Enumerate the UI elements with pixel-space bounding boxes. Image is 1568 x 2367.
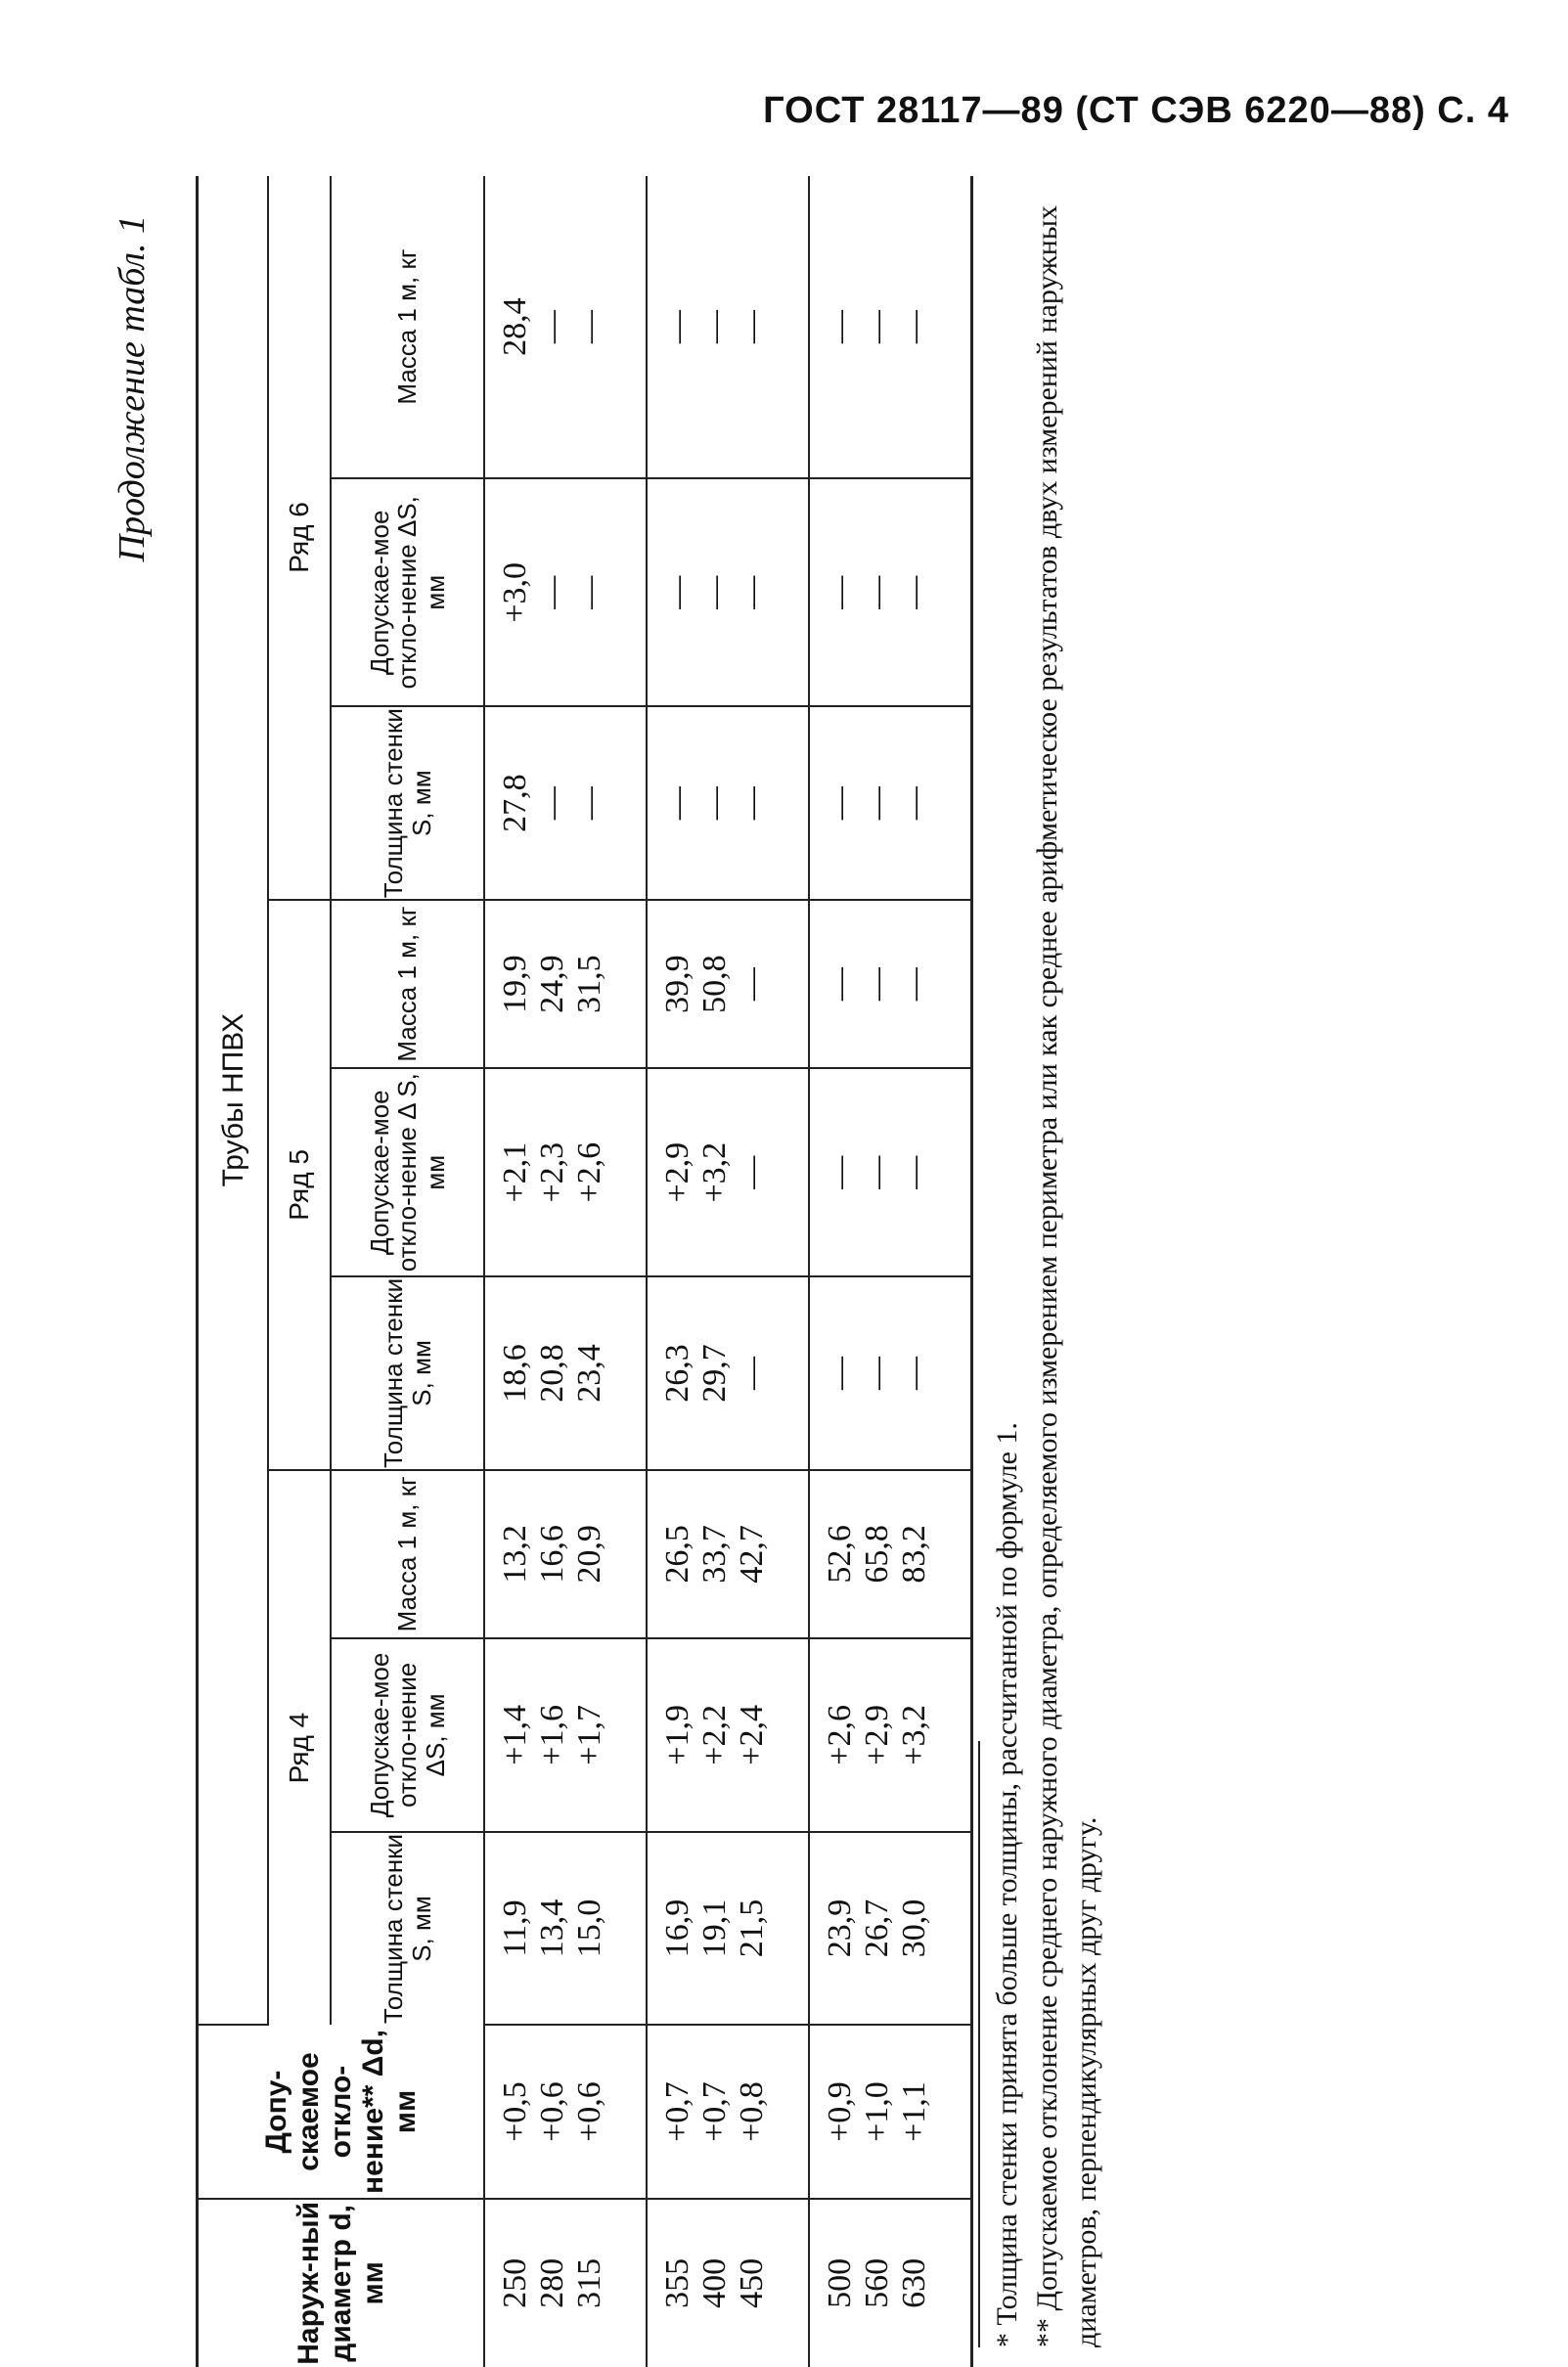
cell-value: +2,3 — [534, 1141, 570, 1203]
cell-value: 450 — [734, 2257, 770, 2308]
cell-value: — — [822, 1356, 858, 1390]
table-cell-r5-s — [484, 1276, 647, 1470]
cell-value: 16,9 — [659, 1898, 695, 1958]
cell-value: +0,9 — [822, 2081, 858, 2142]
table-cell-r5-m — [647, 900, 809, 1068]
table-row — [809, 176, 972, 2367]
cell-value: 355 — [659, 2257, 695, 2308]
header-r5-wall: Толщина стенки S, мм — [331, 1276, 484, 1470]
rotated-table-block — [93, 176, 1472, 2367]
footnote-2: ** Допускаемое отклонение среднего наружного диаметра, определяемого измерением периметра или как среднее арифметическое результатов двух измерений наружных диаметров, перпендикулярных друг другу. — [1030, 205, 1102, 2347]
table-cell-r4-ds — [484, 1638, 647, 1832]
cell-value: — — [571, 786, 607, 821]
header-outer-diameter: Наруж-ный диаметр d, мм — [198, 2199, 485, 2367]
cell-value: — — [734, 1356, 770, 1390]
table-row — [647, 176, 809, 2367]
cell-value: — — [571, 310, 607, 344]
cell-value: +2,6 — [571, 1141, 607, 1203]
header-r5-tolerance: Допускае-мое откло-нение Δ S, мм — [331, 1068, 484, 1276]
cell-value: 18,6 — [497, 1344, 533, 1403]
cell-value: — — [534, 310, 570, 344]
cell-value: — — [859, 310, 895, 344]
header-row-5: Ряд 5 — [268, 900, 331, 1470]
header-row-6: Ряд 6 — [268, 176, 331, 900]
table-cell-r4-m — [647, 1470, 809, 1638]
cell-value: — — [659, 575, 695, 609]
cell-value: +1,9 — [659, 1705, 695, 1765]
table-cell-r4-s — [809, 1832, 972, 2026]
cell-value: — — [859, 967, 895, 1002]
cell-value: — — [734, 967, 770, 1002]
cell-value: 16,6 — [534, 1525, 570, 1584]
table-cell-r5-s — [647, 1276, 809, 1470]
cell-value: +3,2 — [696, 1141, 733, 1203]
cell-value: 42,7 — [734, 1525, 770, 1584]
header-diameter-tolerance: Допу-скаемое откло-нение** Δd, мм — [198, 2025, 485, 2198]
cell-value: — — [896, 967, 932, 1002]
cell-value: — — [734, 786, 770, 821]
cell-value: 315 — [571, 2257, 607, 2308]
table-cell-r4-s — [484, 1832, 647, 2026]
cell-value: — — [734, 1155, 770, 1189]
cell-value: 500 — [822, 2257, 858, 2308]
header-r4-wall: Толщина стенки S, мм — [331, 1832, 484, 2026]
cell-value: 83,2 — [896, 1525, 932, 1584]
header-r6-wall: Толщина стенки S, мм — [331, 706, 484, 900]
cell-value: — — [896, 575, 932, 609]
cell-value: — — [696, 310, 733, 344]
table-cell-dd — [647, 2025, 809, 2198]
header-group-title: Трубы НПВХ — [198, 176, 269, 2025]
header-r6-mass: Масса 1 м, кг — [331, 176, 484, 478]
cell-value: 26,5 — [659, 1525, 695, 1584]
cell-value: +1,4 — [497, 1705, 533, 1765]
table-cell-r6-s — [484, 706, 647, 900]
cell-value: — — [896, 786, 932, 821]
table-cell-d — [484, 2199, 647, 2367]
cell-value: 13,2 — [497, 1525, 533, 1584]
cell-value: 26,3 — [659, 1344, 695, 1403]
cell-value: — — [822, 967, 858, 1002]
table-cell-r6-m — [484, 176, 647, 478]
cell-value: +0,6 — [571, 2081, 607, 2142]
cell-value: 20,9 — [571, 1525, 607, 1584]
footnote-rule — [978, 1741, 980, 2347]
cell-value: 280 — [534, 2257, 570, 2308]
cell-value: 24,9 — [534, 955, 570, 1013]
cell-value: +1,0 — [859, 2081, 895, 2142]
table-cell-r6-ds — [809, 478, 972, 706]
cell-value: — — [534, 786, 570, 821]
cell-value: 560 — [859, 2257, 895, 2308]
cell-value: +1,7 — [571, 1705, 607, 1765]
table-cell-r5-ds — [647, 1068, 809, 1276]
cell-value: 33,7 — [696, 1525, 733, 1584]
cell-value: 39,9 — [659, 955, 695, 1013]
cell-value: +0,6 — [534, 2081, 570, 2142]
header-r6-tolerance: Допускае-мое откло-нение ΔS, мм — [331, 478, 484, 706]
cell-value: 400 — [696, 2257, 733, 2308]
cell-value: 23,4 — [571, 1344, 607, 1403]
cell-value: — — [896, 1356, 932, 1390]
cell-value: 31,5 — [571, 955, 607, 1013]
table-cell-dd — [809, 2025, 972, 2198]
cell-value: 28,4 — [497, 297, 533, 356]
cell-value: 29,7 — [696, 1344, 733, 1403]
header-r4-tolerance: Допускае-мое откло-нение ΔS, мм — [331, 1638, 484, 1832]
cell-value: — — [896, 310, 932, 344]
cell-value: 30,0 — [896, 1898, 932, 1958]
cell-value: 52,6 — [822, 1525, 858, 1584]
cell-value: 15,0 — [571, 1898, 607, 1958]
table-cell-r6-m — [647, 176, 809, 478]
cell-value: — — [734, 310, 770, 344]
cell-value: — — [859, 786, 895, 821]
cell-value: — — [696, 575, 733, 609]
table-cell-r5-m — [484, 900, 647, 1068]
cell-value: +2,9 — [859, 1705, 895, 1765]
cell-value: — — [859, 575, 895, 609]
table-cell-r4-ds — [647, 1638, 809, 1832]
cell-value: — — [696, 786, 733, 821]
cell-value: 65,8 — [859, 1525, 895, 1584]
footnote-1: * Толщина стенки принята больше толщины, рассчитанной по формуле 1. — [991, 1422, 1023, 2347]
footnotes — [978, 196, 1107, 2347]
table-body — [484, 176, 972, 2367]
cell-value: +0,7 — [696, 2081, 733, 2142]
cell-value: +2,6 — [822, 1705, 858, 1765]
table-cell-r5-ds — [809, 1068, 972, 1276]
table-cell-r6-s — [809, 706, 972, 900]
table-cell-r6-s — [647, 706, 809, 900]
header-r5-mass: Масса 1 м, кг — [331, 900, 484, 1068]
cell-value: — — [896, 1155, 932, 1189]
table-cell-r4-s — [647, 1832, 809, 2026]
cell-value: — — [734, 575, 770, 609]
table-cell-r6-m — [809, 176, 972, 478]
cell-value: +1,6 — [534, 1705, 570, 1765]
cell-value: — — [571, 575, 607, 609]
table-cell-r6-ds — [484, 478, 647, 706]
cell-value: 19,9 — [497, 955, 533, 1013]
table-cell-dd — [484, 2025, 647, 2198]
table-cell-r5-s — [809, 1276, 972, 1470]
cell-value: — — [822, 310, 858, 344]
cell-value: +0,5 — [497, 2081, 533, 2142]
header-row-4: Ряд 4 — [268, 1470, 331, 2026]
cell-value: 11,9 — [497, 1899, 533, 1957]
cell-value: +0,7 — [659, 2081, 695, 2142]
cell-value: — — [659, 310, 695, 344]
cell-value: 19,1 — [696, 1898, 733, 1958]
header-r4-mass: Масса 1 м, кг — [331, 1470, 484, 1638]
cell-value: — — [822, 575, 858, 609]
cell-value: — — [822, 1155, 858, 1189]
table-continuation-caption: Продолжение табл. 1 — [112, 215, 153, 562]
table-cell-d — [647, 2199, 809, 2367]
cell-value: +2,1 — [497, 1141, 533, 1203]
table-cell-d — [809, 2199, 972, 2367]
page-header: ГОСТ 28117—89 (СТ СЭВ 6220—88) С. 4 — [763, 90, 1509, 131]
cell-value: +3,2 — [896, 1705, 932, 1765]
cell-value: — — [859, 1155, 895, 1189]
cell-value: — — [859, 1356, 895, 1390]
table-cell-r4-ds — [809, 1638, 972, 1832]
table-cell-r4-m — [809, 1470, 972, 1638]
cell-value: 27,8 — [497, 774, 533, 832]
table-cell-r4-m — [484, 1470, 647, 1638]
table-row — [484, 176, 647, 2367]
cell-value: +2,9 — [659, 1141, 695, 1203]
cell-value: 26,7 — [859, 1898, 895, 1958]
cell-value: 630 — [896, 2257, 932, 2308]
cell-value: +3,0 — [497, 561, 533, 623]
cell-value: 23,9 — [822, 1898, 858, 1958]
table-cell-r6-ds — [647, 478, 809, 706]
table-cell-r5-ds — [484, 1068, 647, 1276]
table-cell-r5-m — [809, 900, 972, 1068]
cell-value: 250 — [497, 2257, 533, 2308]
cell-value: +1,1 — [896, 2081, 932, 2142]
cell-value: 50,8 — [696, 955, 733, 1013]
cell-value: +2,4 — [734, 1705, 770, 1765]
cell-value: 20,8 — [534, 1344, 570, 1403]
cell-value: 21,5 — [734, 1898, 770, 1958]
cell-value: — — [534, 575, 570, 609]
cell-value: — — [659, 786, 695, 821]
pipe-dimensions-table — [196, 176, 973, 2367]
cell-value: — — [822, 786, 858, 821]
cell-value: +0,8 — [734, 2081, 770, 2142]
cell-value: 13,4 — [534, 1898, 570, 1958]
cell-value: +2,2 — [696, 1705, 733, 1765]
